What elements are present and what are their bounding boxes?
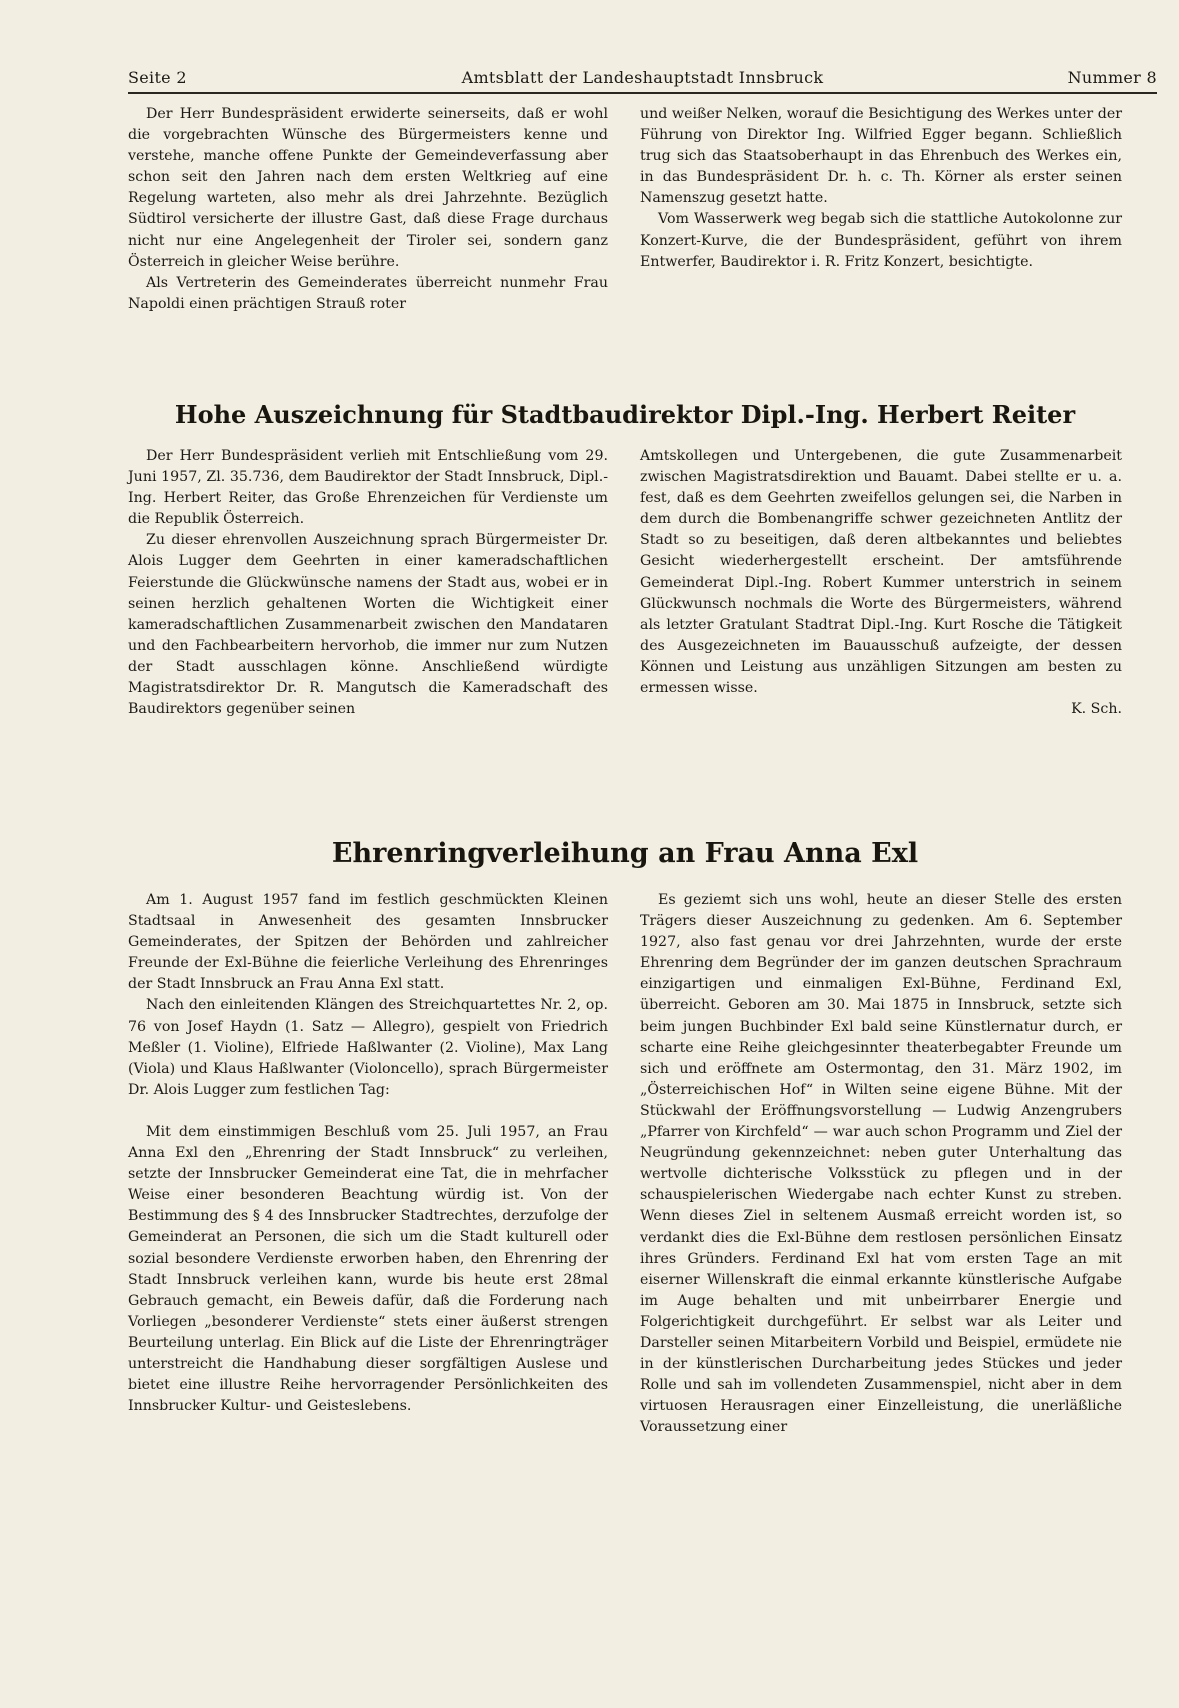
paragraph: Als Vertreterin des Gemeinderates überreicht nunmehr Frau Napoldi einen prächtigen Strauß roter	[128, 274, 608, 312]
author-signature: K. Sch.	[1071, 701, 1122, 718]
article-title: Hohe Auszeichnung für Stadtbaudirektor Dipl.-Ing. Herbert Reiter	[174, 400, 1076, 429]
article-title: Ehrenringverleihung an Frau Anna Exl	[331, 838, 919, 869]
paragraph: Vom Wasserwerk weg begab sich die stattliche Autokolonne zur Konzert-Kurve, die der Bundespräsident, geführt von ihrem Entwerfer, Baudirektor i. R. Fritz Konzert, besichtigte.	[640, 211, 1122, 270]
page-number: Seite 2	[128, 68, 187, 87]
paragraph: Nach den einleitenden Klängen des Streichquartettes Nr. 2, op. 76 von Josef Haydn (1. Satz — Allegro), gespielt von Friedrich Meßler (1. Violine), Elfriede Haßlwanter (2. Violine), Max Lang (Viola) und Klaus Haßlwanter (Violoncello), sprach Bürgermeister Dr. Alois Lugger zum festlichen Tag:	[128, 997, 608, 1098]
paragraph: Der Herr Bundespräsident verlieh mit Entschließung vom 29. Juni 1957, Zl. 35.736, dem Baudirektor der Stadt Innsbruck, Dipl.-Ing. Herbert Reiter, das Große Ehrenzeichen für Verdienste um die Republik Österreich.	[128, 448, 608, 528]
intro-right-column	[640, 104, 1122, 273]
intro-left-column	[128, 104, 608, 315]
paragraph: Zu dieser ehrenvollen Auszeichnung sprach Bürgermeister Dr. Alois Lugger dem Geehrten in einer kameradschaftlichen Feierstunde die Glückwünsche namens der Stadt aus, wobei er in seinen herzlich gehaltenen Worten die Wichtigkeit einer kameradschaftlichen Zusammenarbeit zwischen den Mandataren und den Fachbearbeitern hervorhob, die immer nur zum Nutzen der Stadt ausschlagen könne. Anschließend würdigte Magistratsdirektor Dr. R. Mangutsch die Kameradschaft des Baudirektors gegenüber seinen	[128, 532, 608, 718]
article2-left-column	[128, 890, 608, 1417]
paragraph: Am 1. August 1957 fand im festlich geschmückten Kleinen Stadtsaal in Anwesenheit des gesamten Innsbrucker Gemeinderates, der Spitzen der Behörden und zahlreicher Freunde der Exl-Bühne die feierliche Verleihung des Ehrenringes der Stadt Innsbruck an Frau Anna Exl statt.	[128, 892, 608, 993]
publication-title: Amtsblatt der Landeshauptstadt Innsbruck	[461, 68, 824, 87]
issue-number: Nummer 8	[1067, 68, 1157, 87]
article1-left-column	[128, 446, 608, 720]
paragraph: Mit dem einstimmigen Beschluß vom 25. Juli 1957, an Frau Anna Exl den „Ehrenring der Stadt Innsbruck“ zu verleihen, setzte der Innsbrucker Gemeinderat eine Tat, die in mehrfacher Weise einer besonderen Beachtung würdig ist. Von der Bestimmung des § 4 des Innsbrucker Stadtrechtes, derzufolge der Gemeinderat an Personen, die sich um die Stadt kulturell oder sozial besondere Verdienste erworben haben, den Ehrenring der Stadt Innsbruck verleihen kann, wurde bis heute erst 28mal Gebrauch gemacht, ein Beweis dafür, daß die Forderung nach Vorliegen „besonderer Verdienste“ stets einer äußerst strengen Beurteilung unterlag. Ein Blick auf die Liste der Ehrenringträger unterstreicht die Handhabung dieser sorgfältigen Auslese und bietet eine illustre Reihe hervorragender Persönlichkeiten des Innsbrucker Kultur- und Geisteslebens.	[128, 1123, 608, 1415]
paragraph: und weißer Nelken, worauf die Besichtigung des Werkes unter der Führung von Direktor Ing. Wilfried Egger begann. Schließlich trug sich das Staatsoberhaupt in das Ehrenbuch des Werkes ein, in das Bundespräsident Dr. h. c. Th. Körner als erster seinen Namenszug gesetzt hatte.	[640, 106, 1122, 207]
article1-right-column	[640, 446, 1122, 720]
paragraph: Amtskollegen und Untergebenen, die gute Zusammenarbeit zwischen Magistratsdirektion und Bauamt. Dabei stellte er u. a. fest, daß es dem Geehrten zweifellos gelungen sei, die Narben in dem durch die Bombenangriffe schwer gezeichneten Antlitz der Stadt so zu beseitigen, daß deren altbekanntes und beliebtes Gesicht wiederhergestellt erscheint. Der amtsführende Gemeinderat Dipl.-Ing. Robert Kummer unterstrich in seinem Glückwunsch nochmals die Worte des Bürgermeisters, während als letzter Gratulant Stadtrat Dipl.-Ing. Kurt Rosche die Tätigkeit des Ausgezeichneten im Bauausschuß aufzeigte, der dessen Können und Leistung aus unzähligen Sitzungen am besten zu ermessen wisse.	[640, 448, 1122, 697]
paragraph: Der Herr Bundespräsident erwiderte seinerseits, daß er wohl die vorgebrachten Wünsche des Bürgermeisters kenne und verstehe, manche offene Punkte der Gemeindeverfassung aber schon seit den Jahren nach dem ersten Weltkrieg auf eine Regelung warteten, also mehr als drei Jahrzehnte. Bezüglich Südtirol versicherte der illustre Gast, daß diese Frage durchaus nicht nur eine Angelegenheit der Tiroler sei, sondern ganz Österreich in gleicher Weise berühre.	[128, 106, 608, 270]
article2-right-column	[640, 890, 1122, 1438]
page-header	[128, 68, 1157, 92]
header-rule	[128, 92, 1157, 94]
paragraph: Es geziemt sich uns wohl, heute an dieser Stelle des ersten Trägers dieser Auszeichnung zu gedenken. Am 6. September 1927, also fast genau vor drei Jahrzehnten, wurde der erste Ehrenring dem Begründer der im ganzen deutschen Sprachraum einzigartigen und einmaligen Exl-Bühne, Ferdinand Exl, überreicht. Geboren am 30. Mai 1875 in Innsbruck, setzte sich beim jungen Buchbinder Exl bald seine Künstlernatur durch, er scharte eine Reihe gleichgesinnter theaterbegabter Freunde um sich und eröffnete am Ostermontag, den 31. März 1902, im „Österreichischen Hof“ in Wilten seine eigene Bühne. Mit der Stückwahl der Eröffnungsvorstellung — Ludwig Anzengrubers „Pfarrer von Kirchfeld“ — war auch schon Programm und Ziel der Neugründung gekennzeichnet: neben guter Unterhaltung das wertvolle dichterische Volksstück zu pflegen und in der schauspielerischen Wiedergabe nach echter Kunst zu streben. Wenn dieses Ziel in seltenem Ausmaß erreicht worden ist, so verdankt dies die Exl-Bühne dem restlosen persönlichen Einsatz ihres Gründers. Ferdinand Exl hat vom ersten Tage an mit eiserner Willenskraft die einmal erkannte künstlerische Aufgabe im Auge behalten und mit unbeirrbarer Energie und Folgerichtigkeit durchgeführt. Er selbst war als Leiter und Darsteller seinen Mitarbeitern Vorbild und Beispiel, ermüdete nie in der künstlerischen Durcharbeitung jedes Stückes und jeder Rolle und sah im vollendeten Zusammenspiel, nicht aber in dem virtuosen Herausragen einer Einzelleistung, die unerläßliche Voraussetzung einer	[640, 892, 1122, 1436]
